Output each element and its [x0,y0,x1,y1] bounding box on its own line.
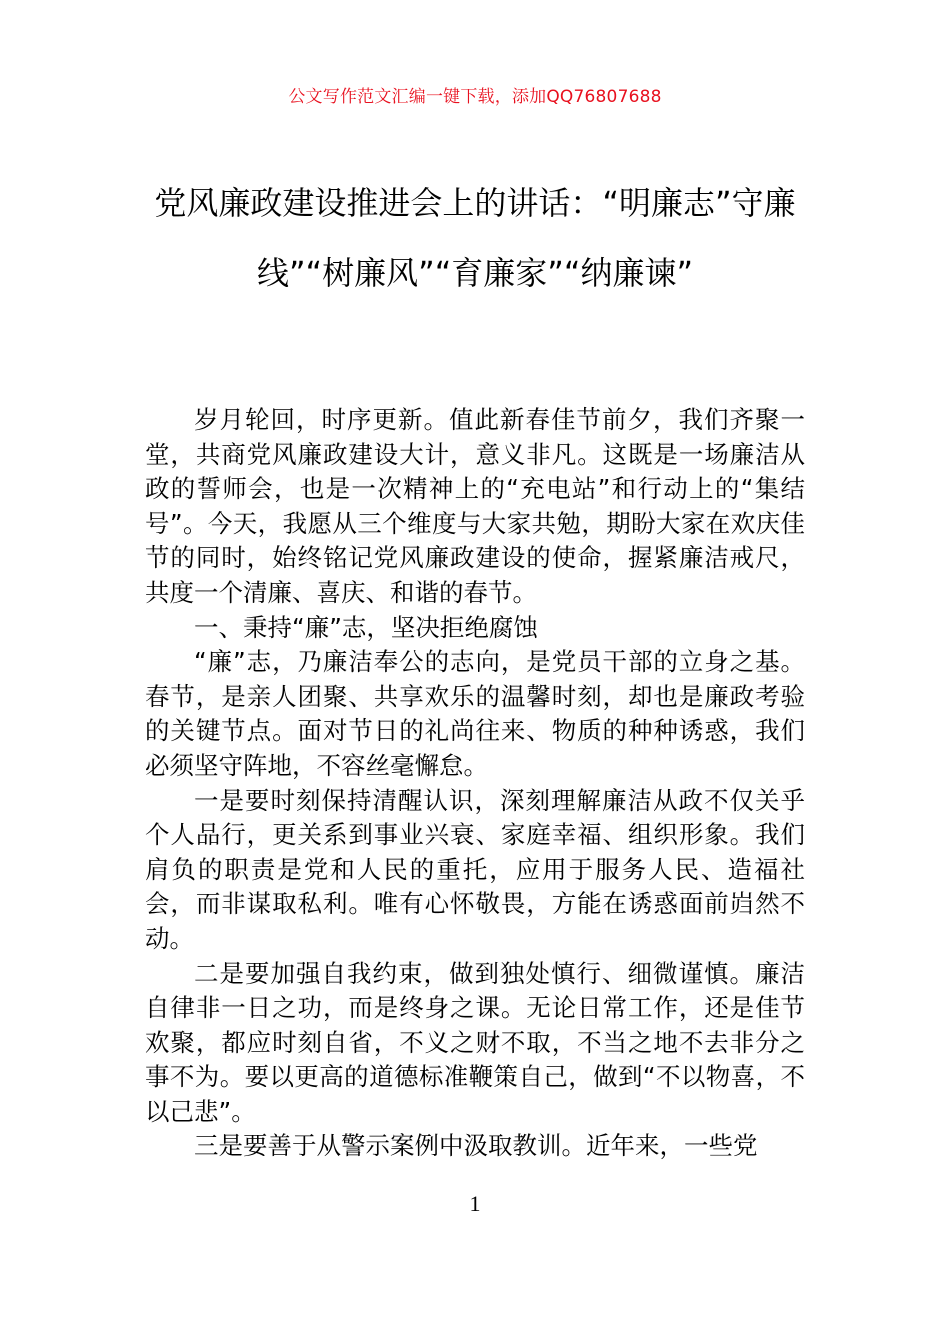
paragraph: 三是要善于从警示案例中汲取教训。近年来，一些党 [194,1131,758,1161]
document-body [145,403,805,1164]
paragraph: “廉”志，乃廉洁奉公的志向，是党员干部的立身之基。春节，是亲人团聚、共享欢乐的温馨时刻，却也是廉政考验的关键节点。面对节日的礼尚往来、物质的种种诱惑，我们必须坚守阵地，不容丝毫懈怠。 [145,647,805,780]
section-heading-1: 一、秉持“廉”志，坚决拒绝腐蚀 [194,612,538,642]
download-banner: 公文写作范文汇编一键下载，添加QQ76807688 [288,87,662,107]
page-number: 1 [469,1191,481,1216]
document-title: 党风廉政建设推进会上的讲话：“明廉志”守廉线”“树廉风”“育廉家”“纳廉谏” [154,184,796,292]
paragraph-intro: 岁月轮回，时序更新。值此新春佳节前夕，我们齐聚一堂，共商党风廉政建设大计，意义非凡。这既是一场廉洁从政的誓师会，也是一次精神上的“充电站”和行动上的“集结号”。今天，我愿从三个维度与大家共勉，期盼大家在欢庆佳节的同时，始终铭记党风廉政建设的使命，握紧廉洁戒尺，共度一个清廉、喜庆、和谐的春节。 [145,405,805,607]
paragraph: 二是要加强自我约束，做到独处慎行、细微谨慎。廉洁自律非一日之功，而是终身之课。无论日常工作，还是佳节欢聚，都应时刻自省，不义之财不取，不当之地不去非分之事不为。要以更高的道德标准鞭策自己，做到“不以物喜，不以己悲”。 [145,958,805,1126]
paragraph: 一是要时刻保持清醒认识，深刻理解廉洁从政不仅关乎个人品行，更关系到事业兴衰、家庭幸福、组织形象。我们肩负的职责是党和人民的重托，应用于服务人民、造福社会，而非谋取私利。唯有心怀敬畏，方能在诱惑面前岿然不动。 [145,785,805,953]
